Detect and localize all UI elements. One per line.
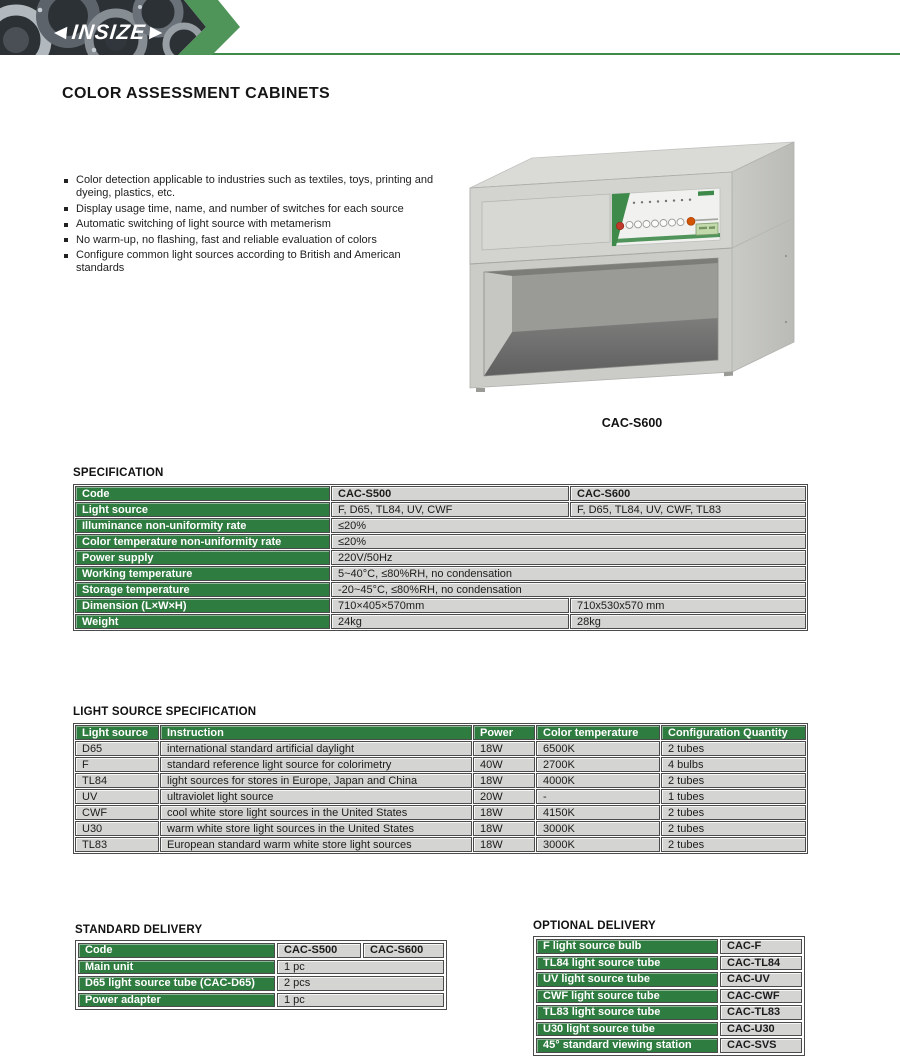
row-label-cell: Light source (75, 725, 159, 740)
row-label-cell: Power (473, 725, 535, 740)
value-cell: cool white store light sources in the United States (160, 805, 472, 820)
value-cell: 2 pcs (277, 976, 444, 991)
row-label-cell: Weight (75, 614, 330, 629)
table-row (75, 486, 806, 501)
row-label-cell: 45° standard viewing station (536, 1038, 718, 1053)
row-label-cell: Configuration Quantity (661, 725, 806, 740)
value-cell: 40W (473, 757, 535, 772)
value-cell: CAC-U30 (720, 1022, 802, 1037)
row-label-cell: Storage temperature (75, 582, 330, 597)
value-cell: CAC-S500 (277, 943, 361, 958)
value-cell: CAC-S600 (570, 486, 806, 501)
value-cell: UV (75, 789, 159, 804)
row-label-cell: Main unit (78, 960, 275, 975)
value-cell: 2 tubes (661, 821, 806, 836)
table-row (75, 502, 806, 517)
value-cell: 3000K (536, 837, 660, 852)
value-cell: 20W (473, 789, 535, 804)
value-cell: 1 pc (277, 960, 444, 975)
product-caption: CAC-S600 (601, 416, 663, 430)
value-cell: 710x530x570 mm (570, 598, 806, 613)
row-label-cell: Color temperature non-uniformity rate (75, 534, 330, 549)
value-cell: 28kg (570, 614, 806, 629)
value-cell: D65 (75, 741, 159, 756)
row-label-cell: UV light source tube (536, 972, 718, 987)
value-cell: 18W (473, 837, 535, 852)
value-cell: CAC-TL83 (720, 1005, 802, 1020)
feature-item: Color detection applicable to industries such as textiles, toys, printing and dyeing, plastics, etc. (63, 174, 435, 201)
row-label-cell: Power supply (75, 550, 330, 565)
row-label-cell: TL83 light source tube (536, 1005, 718, 1020)
value-cell: F, D65, TL84, UV, CWF, TL83 (570, 502, 806, 517)
header-photo (0, 0, 250, 56)
table-row (536, 956, 802, 971)
table-row (536, 939, 802, 954)
value-cell: TL83 (75, 837, 159, 852)
value-cell: 1 pc (277, 993, 444, 1008)
standard-delivery-table (75, 940, 447, 1010)
value-cell: 2 tubes (661, 741, 806, 756)
insize-logo: ◄INSIZE► (48, 21, 169, 44)
value-cell: warm white store light sources in the United States (160, 821, 472, 836)
value-cell: ≤20% (331, 534, 806, 549)
row-label-cell: Light source (75, 502, 330, 517)
value-cell: 24kg (331, 614, 569, 629)
page-title: COLOR ASSESSMENT CABINETS (62, 85, 331, 102)
row-label-cell: Dimension (L×W×H) (75, 598, 330, 613)
control-panel (612, 188, 720, 246)
row-label-cell: Illuminance non-uniformity rate (75, 518, 330, 533)
optional-delivery-table (533, 936, 805, 1056)
product-figure (462, 136, 802, 430)
table-row (75, 598, 806, 613)
feature-item: No warm-up, no flashing, fast and reliable evaluation of colors (63, 234, 435, 247)
value-cell: 3000K (536, 821, 660, 836)
value-cell: 6500K (536, 741, 660, 756)
value-cell: CAC-CWF (720, 989, 802, 1004)
value-cell: U30 (75, 821, 159, 836)
cabinet-foot (476, 388, 485, 392)
value-cell: CAC-UV (720, 972, 802, 987)
table-row (536, 1038, 802, 1053)
value-cell: ultraviolet light source (160, 789, 472, 804)
table-row (78, 960, 444, 975)
table-row (78, 993, 444, 1008)
feature-item: Display usage time, name, and number of switches for each source (63, 203, 435, 216)
table-row (536, 1005, 802, 1020)
value-cell: 220V/50Hz (331, 550, 806, 565)
value-cell: CAC-S500 (331, 486, 569, 501)
table-row (75, 757, 806, 772)
table-row (536, 1022, 802, 1037)
standard-delivery-heading: STANDARD DELIVERY (75, 924, 203, 936)
feature-item: Automatic switching of light source with metamerism (63, 218, 435, 231)
value-cell: 2 tubes (661, 837, 806, 852)
table-row (75, 789, 806, 804)
value-cell: 1 tubes (661, 789, 806, 804)
feature-item: Configure common light sources according to British and American standards (63, 249, 435, 276)
table-row (75, 518, 806, 533)
value-cell: light sources for stores in Europe, Japan and China (160, 773, 472, 788)
row-label-cell: Color temperature (536, 725, 660, 740)
value-cell: CAC-F (720, 939, 802, 954)
light-source-heading: LIGHT SOURCE SPECIFICATION (73, 706, 257, 718)
cabinet-cavity (484, 258, 718, 376)
value-cell: F (75, 757, 159, 772)
value-cell: CWF (75, 805, 159, 820)
table-row (536, 972, 802, 987)
value-cell: TL84 (75, 773, 159, 788)
row-label-cell: Code (78, 943, 275, 958)
value-cell: 2 tubes (661, 805, 806, 820)
light-source-table (73, 723, 808, 854)
value-cell: 18W (473, 773, 535, 788)
table-row (75, 534, 806, 549)
panel-logo (698, 191, 714, 196)
table-row (78, 976, 444, 991)
value-cell: 4150K (536, 805, 660, 820)
row-label-cell: Working temperature (75, 566, 330, 581)
optional-delivery-heading: OPTIONAL DELIVERY (533, 920, 656, 932)
feature-list (63, 174, 435, 278)
table-row (75, 773, 806, 788)
value-cell: standard reference light source for colorimetry (160, 757, 472, 772)
row-label-cell: TL84 light source tube (536, 956, 718, 971)
value-cell: - (536, 789, 660, 804)
value-cell: 2 tubes (661, 773, 806, 788)
table-row (536, 989, 802, 1004)
specification-heading: SPECIFICATION (73, 467, 164, 479)
row-label-cell: Power adapter (78, 993, 275, 1008)
table-row (75, 821, 806, 836)
value-cell: -20~45°C, ≤80%RH, no condensation (331, 582, 806, 597)
table-row (75, 614, 806, 629)
table-row (75, 566, 806, 581)
value-cell: 18W (473, 805, 535, 820)
row-label-cell: D65 light source tube (CAC-D65) (78, 976, 275, 991)
table-row (75, 741, 806, 756)
value-cell: CAC-TL84 (720, 956, 802, 971)
table-row (75, 550, 806, 565)
table-row (75, 725, 806, 740)
value-cell: international standard artificial daylight (160, 741, 472, 756)
row-label-cell: Instruction (160, 725, 472, 740)
value-cell: 18W (473, 741, 535, 756)
value-cell: CAC-S600 (363, 943, 444, 958)
value-cell: 4000K (536, 773, 660, 788)
cabinet-foot (724, 371, 733, 376)
value-cell: 5~40°C, ≤80%RH, no condensation (331, 566, 806, 581)
value-cell: 4 bulbs (661, 757, 806, 772)
table-row (75, 582, 806, 597)
specification-table (73, 484, 808, 631)
product-image-cabinet (462, 136, 802, 402)
value-cell: European standard warm white store light sources (160, 837, 472, 852)
table-row (75, 805, 806, 820)
table-row (75, 837, 806, 852)
row-label-cell: CWF light source tube (536, 989, 718, 1004)
value-cell: F, D65, TL84, UV, CWF (331, 502, 569, 517)
value-cell: 2700K (536, 757, 660, 772)
value-cell: ≤20% (331, 518, 806, 533)
table-row (78, 943, 444, 958)
row-label-cell: Code (75, 486, 330, 501)
lcd-display (696, 223, 718, 235)
value-cell: 710×405×570mm (331, 598, 569, 613)
row-label-cell: U30 light source tube (536, 1022, 718, 1037)
value-cell: CAC-SVS (720, 1038, 802, 1053)
value-cell: 18W (473, 821, 535, 836)
cabinet-side-face (732, 142, 794, 372)
row-label-cell: F light source bulb (536, 939, 718, 954)
